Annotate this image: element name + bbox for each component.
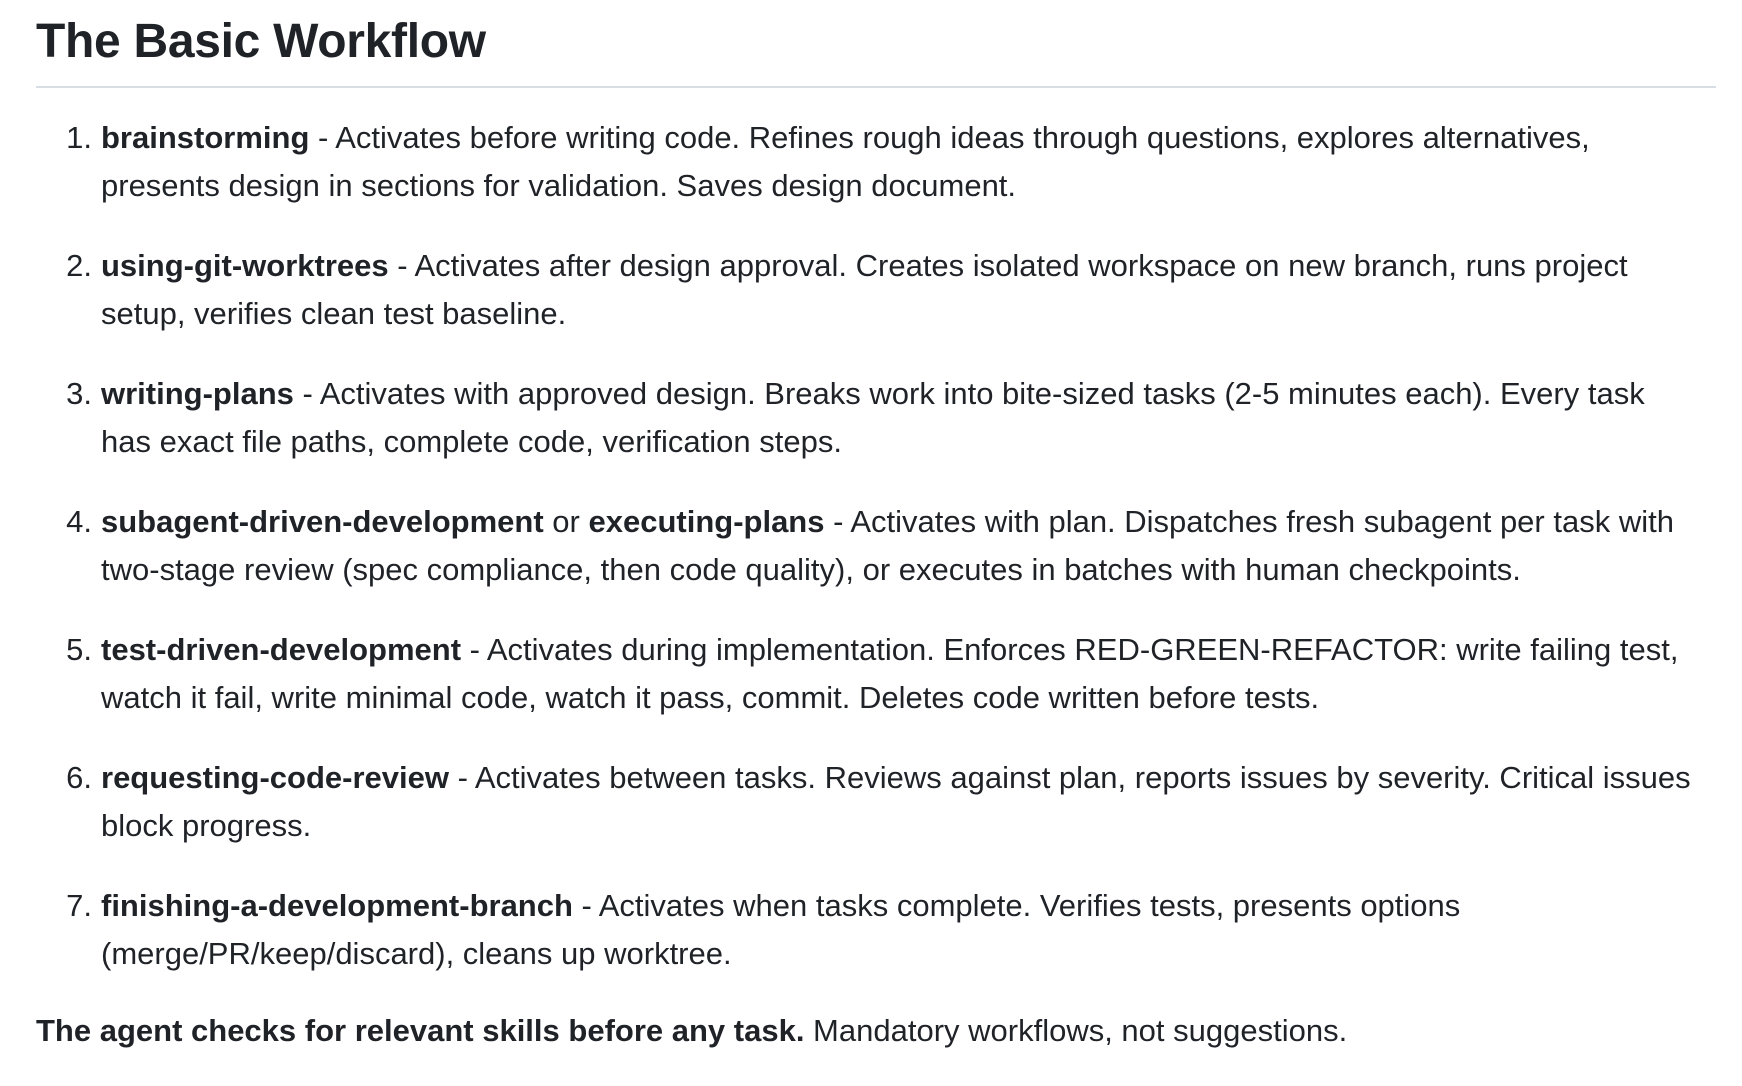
step-description: - Activates during implementation. Enforces RED-GREEN-REFACTOR: write failing test, watch it fail, write minimal code, watch it pass, commit. Deletes code written before tests. <box>101 632 1679 715</box>
step-number: 6. <box>66 760 92 795</box>
skill-name: brainstorming <box>101 120 310 155</box>
workflow-step-requesting-code-review <box>36 754 1716 850</box>
step-number: 1. <box>66 120 92 155</box>
skill-name: writing-plans <box>101 376 294 411</box>
document <box>36 0 1716 1086</box>
step-description: - Activates after design approval. Creates isolated workspace on new branch, runs project setup, verifies clean test baseline. <box>101 248 1628 331</box>
closing-paragraph <box>36 1007 1716 1055</box>
closing-text: Mandatory workflows, not suggestions. <box>804 1013 1348 1048</box>
skill-name: test-driven-development <box>101 632 462 667</box>
step-number: 7. <box>66 888 92 923</box>
workflow-step-writing-plans <box>36 370 1716 466</box>
step-description: - Activates before writing code. Refines rough ideas through questions, explores alternatives, presents design in sections for validation. Saves design document. <box>101 120 1590 203</box>
workflow-step-finishing-a-development-branch <box>36 882 1716 978</box>
step-description: - Activates between tasks. Reviews against plan, reports issues by severity. Critical issues block progress. <box>101 760 1691 843</box>
workflow-step-test-driven-development <box>36 626 1716 722</box>
closing-strong-text: The agent checks for relevant skills before any task. <box>36 1013 805 1048</box>
step-description: - Activates with plan. Dispatches fresh subagent per task with two-stage review (spec compliance, then code quality), or executes in batches with human checkpoints. <box>101 504 1674 587</box>
workflow-steps-list <box>36 114 1716 978</box>
step-number: 2. <box>66 248 92 283</box>
section-heading: The Basic Workflow <box>36 0 1716 88</box>
skill-name-alt: executing-plans <box>588 504 825 539</box>
workflow-step-using-git-worktrees <box>36 242 1716 338</box>
skill-connector: or <box>543 504 589 539</box>
step-description: - Activates with approved design. Breaks work into bite-sized tasks (2-5 minutes each). Every task has exact file paths, complete code, verification steps. <box>101 376 1645 459</box>
workflow-step-brainstorming <box>36 114 1716 210</box>
step-number: 4. <box>66 504 92 539</box>
step-number: 5. <box>66 632 92 667</box>
step-description: - Activates when tasks complete. Verifies tests, presents options (merge/PR/keep/discard), cleans up worktree. <box>101 888 1461 971</box>
skill-name: finishing-a-development-branch <box>101 888 573 923</box>
step-number: 3. <box>66 376 92 411</box>
skill-name: requesting-code-review <box>101 760 449 795</box>
workflow-step-subagent-driven-development <box>36 498 1716 594</box>
skill-name: subagent-driven-development <box>101 504 544 539</box>
skill-name: using-git-worktrees <box>101 248 389 283</box>
